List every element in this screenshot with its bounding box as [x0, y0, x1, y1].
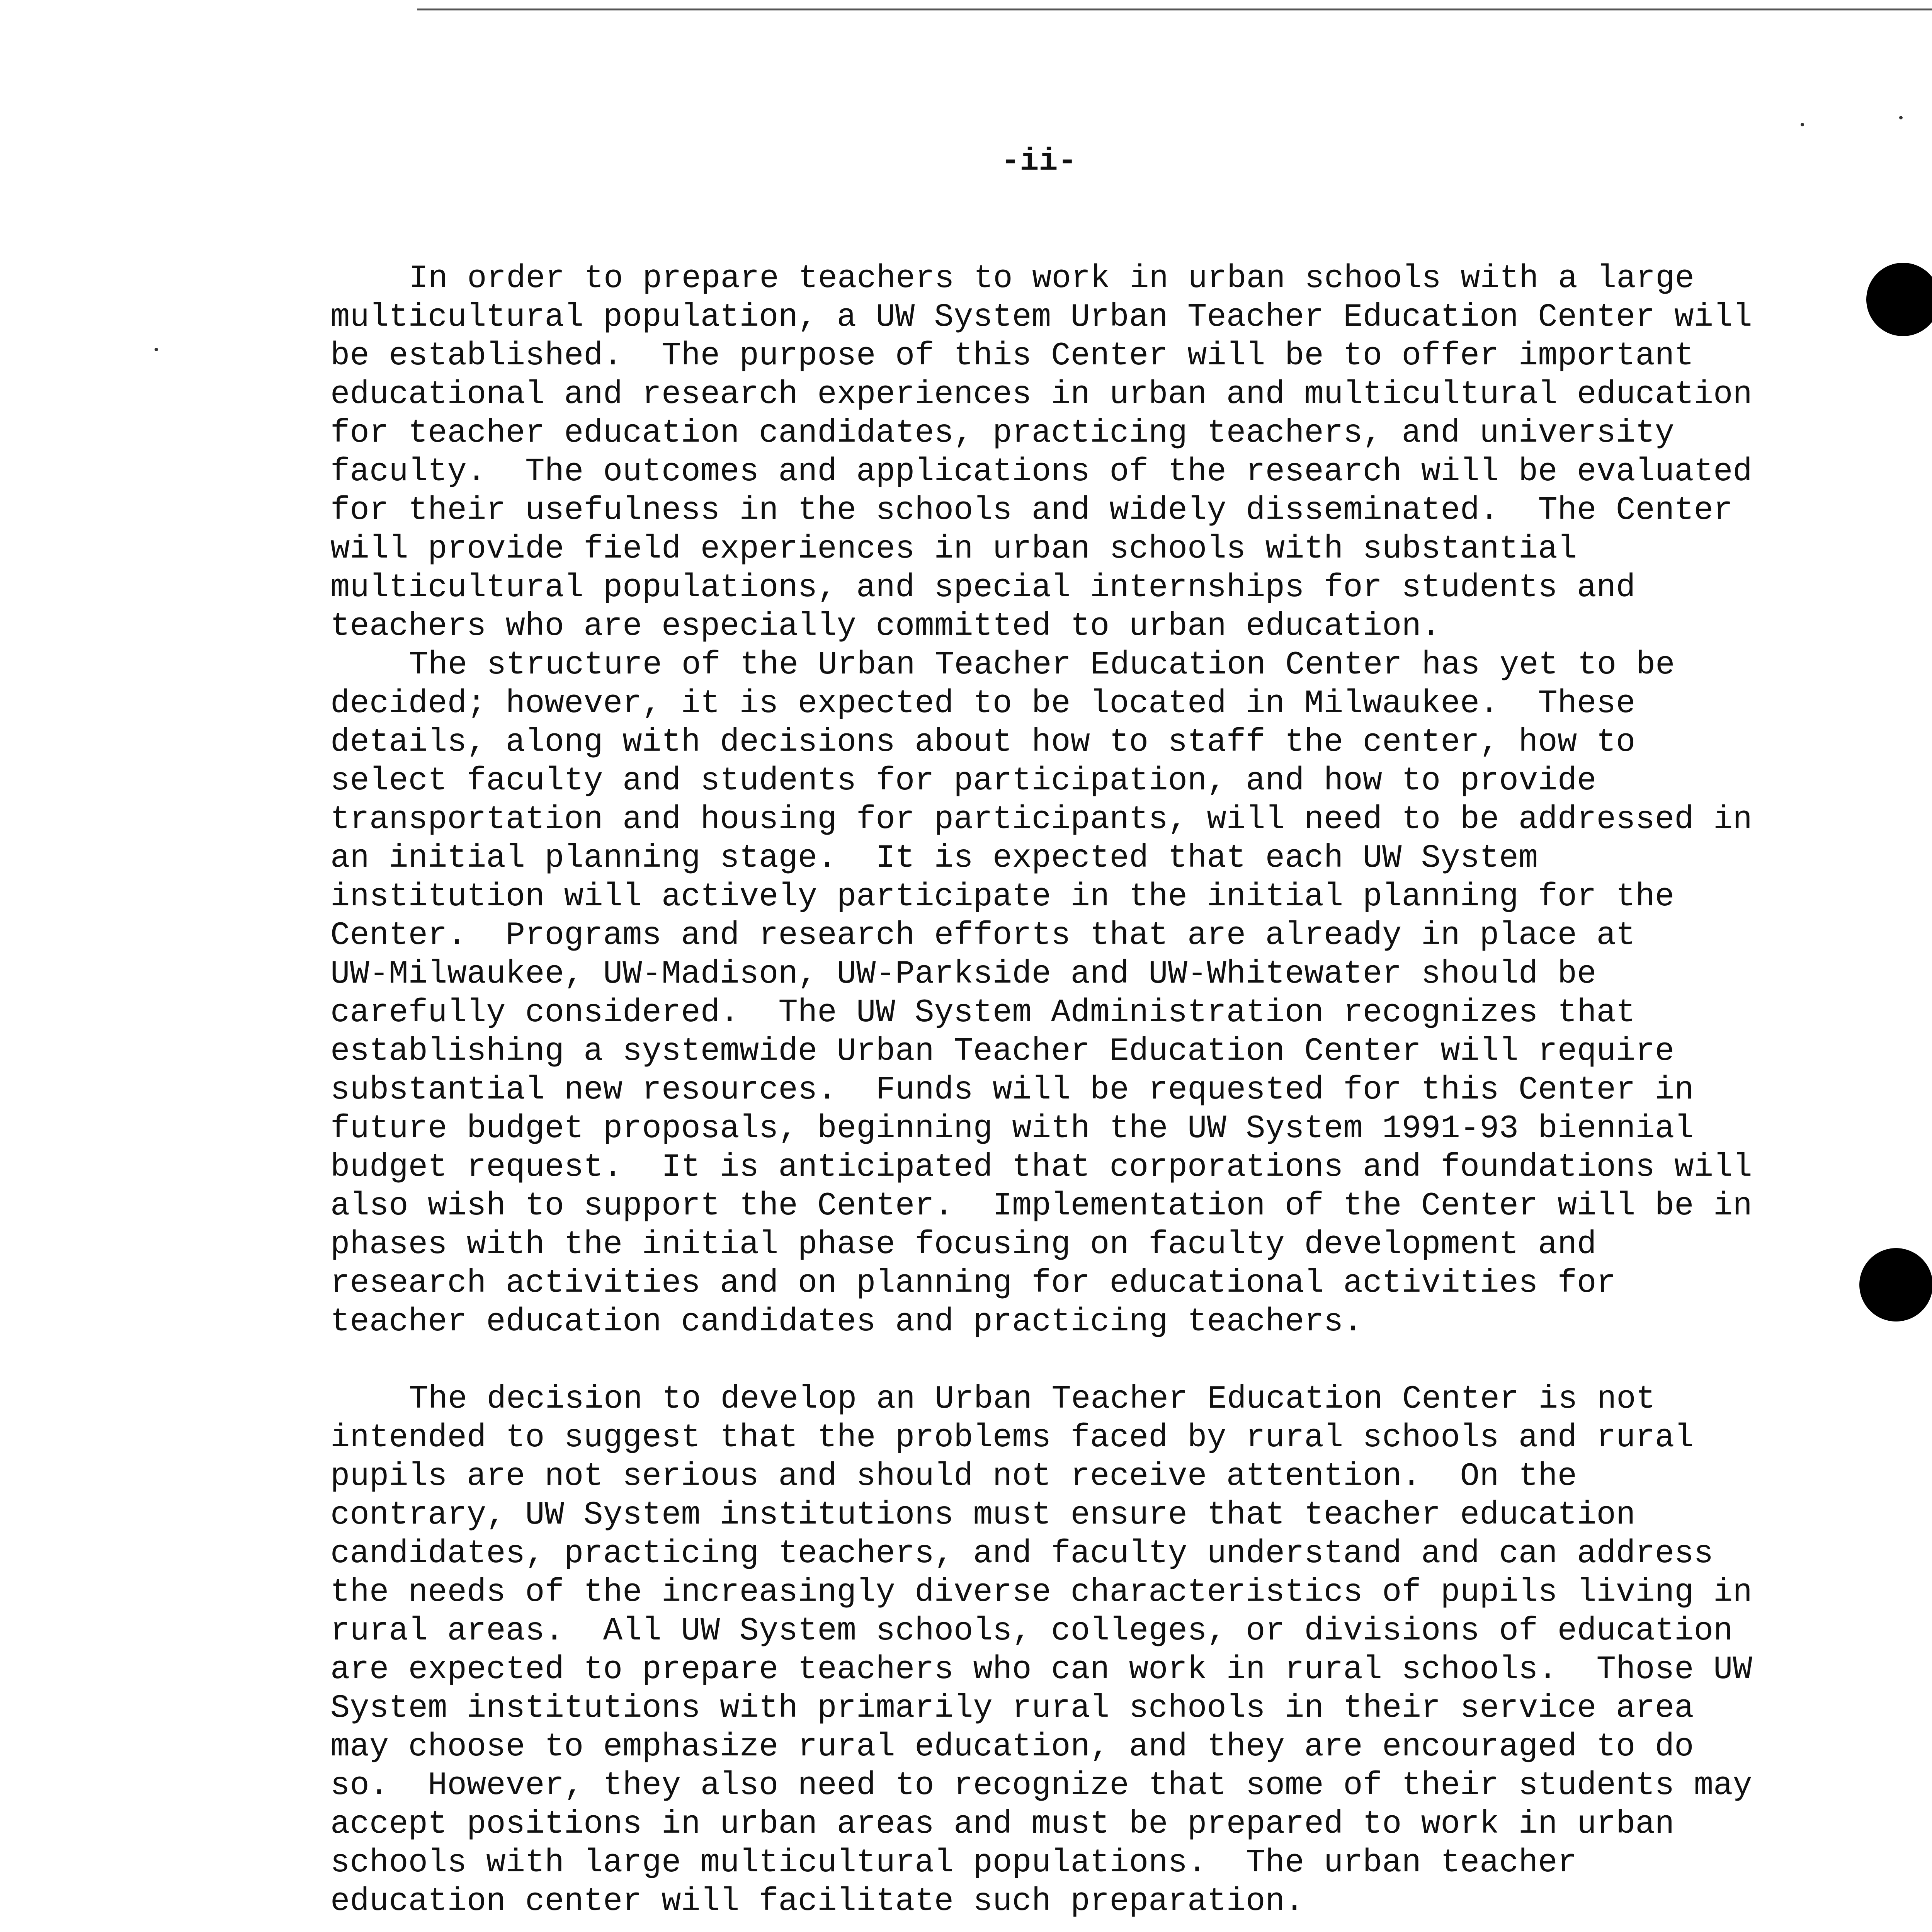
- text-line: future budget proposals, beginning with the UW System 1991-93 biennial: [330, 1111, 1694, 1147]
- text-line: for their usefulness in the schools and widely disseminated. The Center: [330, 492, 1733, 529]
- scan-speck: [1801, 123, 1804, 126]
- text-line: multicultural populations, and special internships for students and: [330, 570, 1636, 606]
- text-line: institution will actively participate in the initial planning for the: [330, 879, 1675, 915]
- text-line: rural areas. All UW System schools, colleges, or divisions of education: [330, 1613, 1733, 1650]
- text-line: will provide field experiences in urban schools with substantial: [330, 531, 1577, 568]
- text-line: education center will facilitate such preparation.: [330, 1883, 1304, 1920]
- text-line: carefully considered. The UW System Administration recognizes that: [330, 995, 1636, 1031]
- text-line: select faculty and students for participation, and how to provide: [330, 763, 1597, 799]
- punch-hole-middle: [1859, 1248, 1932, 1321]
- text-line: candidates, practicing teachers, and faculty understand and can address: [330, 1536, 1713, 1572]
- text-line: may choose to emphasize rural education, and they are encouraged to do: [330, 1729, 1694, 1765]
- text-line: research activities and on planning for educational activities for: [330, 1265, 1616, 1302]
- text-line: for teacher education candidates, practicing teachers, and university: [330, 415, 1675, 452]
- text-line: teacher education candidates and practicing teachers.: [330, 1304, 1363, 1340]
- scan-speck: [1899, 116, 1903, 119]
- text-line: phases with the initial phase focusing on faculty development and: [330, 1226, 1597, 1263]
- text-line: accept positions in urban areas and must be prepared to work in urban: [330, 1806, 1675, 1843]
- text-line: schools with large multicultural populations. The urban teacher: [330, 1845, 1577, 1881]
- text-line: teachers who are especially committed to urban education.: [330, 608, 1441, 645]
- text-line: substantial new resources. Funds will be requested for this Center in: [330, 1072, 1694, 1109]
- text-line: decided; however, it is expected to be located in Milwaukee. These: [330, 685, 1636, 722]
- top-rule: [417, 9, 1932, 10]
- page-number: -ii-: [1001, 143, 1077, 179]
- text-line: intended to suggest that the problems faced by rural schools and rural: [330, 1420, 1694, 1456]
- punch-hole-top: [1866, 263, 1932, 336]
- text-line: so. However, they also need to recognize that some of their students may: [330, 1767, 1752, 1804]
- text-line: are expected to prepare teachers who can work in rural schools. Those UW: [330, 1651, 1752, 1688]
- text-line: educational and research experiences in urban and multicultural education: [330, 376, 1752, 413]
- text-line: establishing a systemwide Urban Teacher Education Center will require: [330, 1033, 1675, 1070]
- text-line: multicultural population, a UW System Urban Teacher Education Center will: [330, 299, 1752, 336]
- scan-speck: [155, 348, 158, 351]
- text-line: The structure of the Urban Teacher Education Center has yet to be: [409, 647, 1675, 684]
- text-line: pupils are not serious and should not receive attention. On the: [330, 1458, 1577, 1495]
- text-line: Center. Programs and research efforts that are already in place at: [330, 917, 1636, 954]
- text-line: In order to prepare teachers to work in urban schools with a large: [409, 260, 1694, 297]
- text-line: be established. The purpose of this Center will be to offer important: [330, 338, 1694, 374]
- text-line: faculty. The outcomes and applications of the research will be evaluated: [330, 454, 1752, 490]
- text-line: details, along with decisions about how to staff the center, how to: [330, 724, 1636, 761]
- text-line: also wish to support the Center. Implementation of the Center will be in: [330, 1188, 1752, 1225]
- text-line: an initial planning stage. It is expected that each UW System: [330, 840, 1538, 877]
- text-line: The decision to develop an Urban Teacher Education Center is not: [409, 1381, 1656, 1418]
- text-line: contrary, UW System institutions must ensure that teacher education: [330, 1497, 1636, 1534]
- text-line: the needs of the increasingly diverse characteristics of pupils living in: [330, 1574, 1752, 1611]
- text-line: UW-Milwaukee, UW-Madison, UW-Parkside and UW-Whitewater should be: [330, 956, 1597, 993]
- text-line: transportation and housing for participants, will need to be addressed in: [330, 801, 1752, 838]
- text-line: budget request. It is anticipated that corporations and foundations will: [330, 1149, 1752, 1186]
- text-line: System institutions with primarily rural schools in their service area: [330, 1690, 1694, 1727]
